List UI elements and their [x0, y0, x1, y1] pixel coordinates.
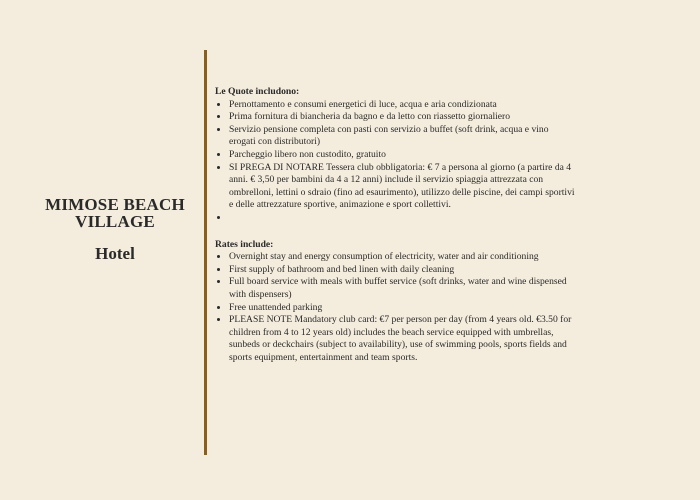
list-item: • Pernottamento e consumi energetici di luce, acqua e aria condizionata	[229, 99, 575, 112]
list-item: • Parcheggio libero non custodito, gratuito	[229, 149, 575, 162]
section-gap	[215, 225, 575, 239]
list-item: • Servizio pensione completa con pasti con servizio a buffet (soft drink, acqua e vino erogati con distributori)	[229, 124, 575, 149]
italian-section-title: Le Quote includono:	[215, 86, 300, 97]
english-list	[215, 251, 575, 364]
list-item: • Free unattended parking	[229, 302, 575, 315]
hotel-name: MIMOSE BEACH VILLAGE	[45, 195, 185, 231]
list-item: • Prima fornitura di biancheria da bagno e da letto con riassetto giornaliero	[229, 111, 575, 124]
list-item: • Overnight stay and energy consumption of electricity, water and air conditioning	[229, 251, 575, 264]
hotel-heading	[40, 196, 190, 264]
hotel-type: Hotel	[95, 244, 135, 263]
list-item: • PLEASE NOTE Mandatory club card: €7 per person per day (from 4 years old. €3.50 for children from 4 to 12 years old) includes the beach service equipped with umbrellas, sunbeds or deckchairs (subject to availability), use of swimming pools, sports fields and sports equipment, entertainment and team sports.	[229, 314, 575, 364]
vertical-divider	[204, 50, 207, 455]
english-section-title: Rates include:	[215, 238, 274, 250]
italian-list	[215, 99, 575, 225]
list-item: • Full board service with meals with buffet service (soft drinks, water and wine dispensed with dispensers)	[229, 276, 575, 301]
rates-content	[215, 86, 575, 364]
list-item: • First supply of bathroom and bed linen with daily cleaning	[229, 264, 575, 277]
list-item: • SI PREGA DI NOTARE Tessera club obbligatoria: € 7 a persona al giorno (a partire da 4 anni. € 3,50 per bambini da 4 a 12 anni) include il servizio spiaggia attrezzata con ombrelloni, lettini o sdraio (fino ad esaurimento), utilizzo delle piscine, dei campi sportivi e delle attrezzature sportive, animazione e sport collettivi.	[229, 162, 575, 212]
empty-list-item	[229, 212, 575, 225]
